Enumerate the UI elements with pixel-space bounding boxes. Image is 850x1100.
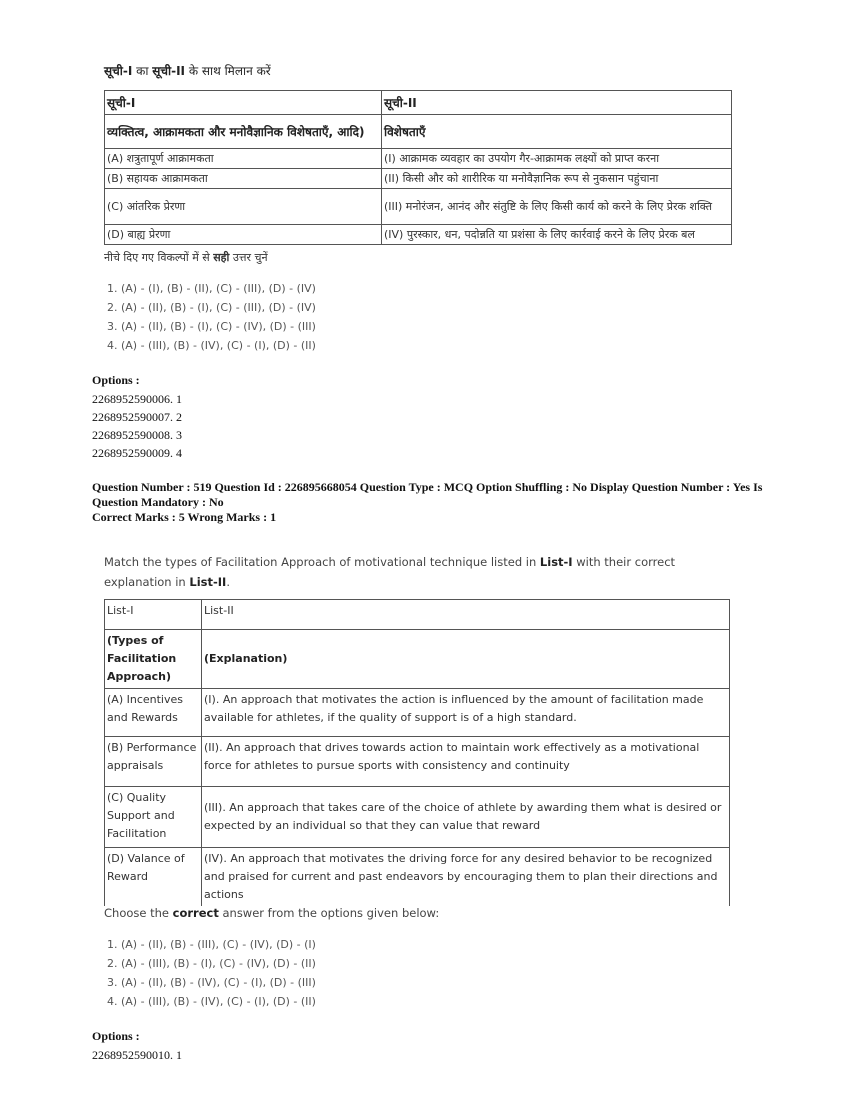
table-row [105,225,732,245]
table-subheader-cell: (Explanation) [202,630,730,689]
option-id: 2268952590008. 3 [92,428,182,442]
q2-instruction-bold: correct [172,906,219,920]
answer-option: 3. (A) - (II), (B) - (IV), (C) - (I), (D) - (III) [107,976,316,989]
q1-instruction-bold: सही [213,251,230,264]
table-subheader-cell: विशेषताएँ [382,115,732,149]
table-row [105,848,730,907]
q1-match-table [104,90,732,245]
q2-answer-options [107,935,316,1011]
table-header-cell: List-I [105,600,202,630]
table-subheader-row [105,115,732,149]
q2-instruction-suffix: answer from the options given below: [218,906,440,920]
table-cell: (A) Incentives and Rewards [105,689,202,737]
answer-option: 1. (A) - (I), (B) - (II), (C) - (III), (D) - (IV) [107,282,316,295]
question-marks-line: Correct Marks : 5 Wrong Marks : 1 [92,510,277,524]
q1-heading-list2: सूची-II [152,64,186,78]
q2-match-table [104,599,730,906]
table-row [105,689,730,737]
table-cell: (C) आंतरिक प्रेरणा [105,189,382,225]
q2-option-ids [92,1046,182,1064]
q2-options-label: Options : [92,1029,140,1043]
table-header-row [105,91,732,115]
q2-stem [104,552,732,592]
q1-heading [104,62,271,79]
table-cell: (III) मनोरंजन, आनंद और संतुष्टि के लिए किसी कार्य को करने के लिए प्रेरक शक्ति [382,189,732,225]
table-cell: (A) शत्रुतापूर्ण आक्रामकता [105,149,382,169]
table-header-row [105,600,730,630]
q2-stem-suffix: . [226,575,230,589]
table-subheader-row [105,630,730,689]
table-cell: (D) बाह्य प्रेरणा [105,225,382,245]
q1-heading-list1: सूची-I [104,64,133,78]
q1-heading-suffix: के साथ मिलान करें [185,64,271,78]
answer-option: 1. (A) - (II), (B) - (III), (C) - (IV), (D) - (I) [107,938,316,951]
q1-option-ids [92,390,182,462]
table-row [105,787,730,848]
question-meta [92,480,772,525]
table-header-cell: सूची-I [105,91,382,115]
table-cell: (I) आक्रामक व्यवहार का उपयोग गैर-आक्रामक लक्ष्यों को प्राप्त करना [382,149,732,169]
q2-stem-list1: List-I [539,555,573,569]
table-subheader-cell: (Types of Facilitation Approach) [105,630,202,689]
table-cell: (II) किसी और को शारीरिक या मनोवैज्ञानिक रूप से नुकसान पहुंचाना [382,169,732,189]
q2-instruction-prefix: Choose the [104,906,173,920]
option-id: 2268952590010. 1 [92,1048,182,1062]
table-cell: (II). An approach that drives towards action to maintain work effectively as a motivational force for athletes to pursue sports with consistency and continuity [202,737,730,787]
table-cell: (IV). An approach that motivates the driving force for any desired behavior to be recognized and praised for current and past endeavors by encouraging them to plan their directions and actions [202,848,730,907]
table-header-cell: List-II [202,600,730,630]
table-cell: (D) Valance of Reward [105,848,202,907]
table-cell: (IV) पुरस्कार, धन, पदोन्नति या प्रशंसा के लिए कार्रवाई करने के लिए प्रेरक बल [382,225,732,245]
table-cell: (III). An approach that takes care of the choice of athlete by awarding them what is desired or expected by an individual so that they can value that reward [202,787,730,848]
table-subheader-cell: व्यक्तित्व, आक्रामकता और मनोवैज्ञानिक विशेषताएँ, आदि) [105,115,382,149]
table-row [105,169,732,189]
question-meta-line: Question Number : 519 Question Id : 226895668054 Question Type : MCQ Option Shuffling : No Display Question Number : Yes Is Question Mandatory : No [92,480,763,509]
table-cell: (B) सहायक आक्रामकता [105,169,382,189]
table-cell: (C) Quality Support and Facilitation [105,787,202,848]
q1-instruction-suffix: उत्तर चुनें [229,251,268,264]
q1-heading-mid: का [132,64,153,78]
q2-stem-prefix: Match the types of Facilitation Approach of motivational technique listed in [104,555,540,569]
option-id: 2268952590007. 2 [92,410,182,424]
q2-stem-mid: with their correct explanation in [104,555,676,589]
q1-instruction [104,250,268,265]
table-cell: (B) Performance appraisals [105,737,202,787]
answer-option: 2. (A) - (II), (B) - (I), (C) - (III), (D) - (IV) [107,301,316,314]
q2-stem-list2: List-II [189,575,227,589]
q1-instruction-prefix: नीचे दिए गए विकल्पों में से [104,251,214,264]
table-row [105,737,730,787]
option-id: 2268952590009. 4 [92,446,182,460]
q2-instruction [104,906,439,920]
option-id: 2268952590006. 1 [92,392,182,406]
answer-option: 4. (A) - (III), (B) - (IV), (C) - (I), (D) - (II) [107,339,316,352]
q1-options-label: Options : [92,373,140,387]
table-row [105,189,732,225]
q1-answer-options [107,279,316,355]
table-header-cell: सूची-II [382,91,732,115]
table-cell: (I). An approach that motivates the action is influenced by the amount of facilitation made available for athletes, if the quality of support is of a high standard. [202,689,730,737]
answer-option: 4. (A) - (III), (B) - (IV), (C) - (I), (D) - (II) [107,995,316,1008]
table-row [105,149,732,169]
answer-option: 2. (A) - (III), (B) - (I), (C) - (IV), (D) - (II) [107,957,316,970]
answer-option: 3. (A) - (II), (B) - (I), (C) - (IV), (D) - (III) [107,320,316,333]
